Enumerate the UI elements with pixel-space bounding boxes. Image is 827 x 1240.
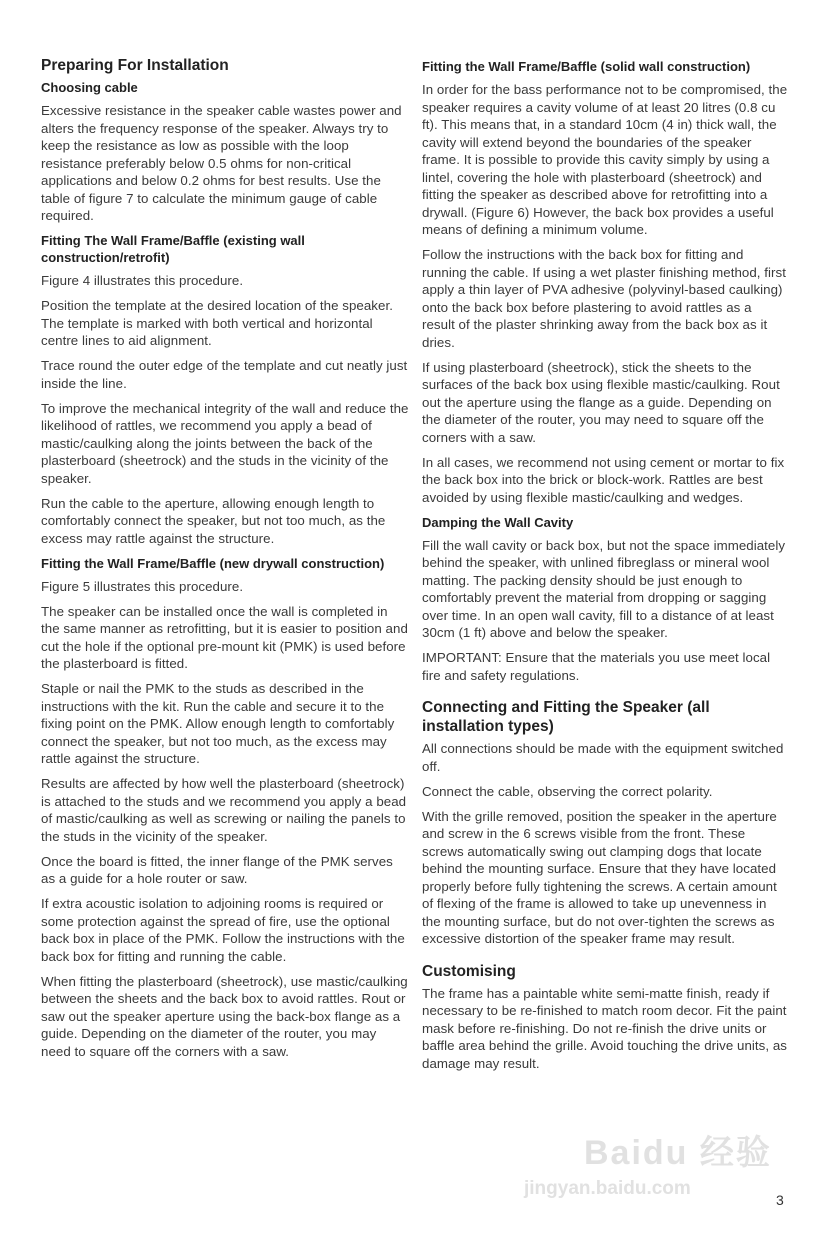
paragraph: Follow the instructions with the back box for fitting and running the cable. If using a wet plaster finishing method, first apply a thin layer of PVA adhesive (polyvinyl-based caulking) onto the back box before plastering to avoid rattles as a result of the plaster shrinking away from the back box as it dries. [422, 247, 786, 350]
paragraph: In all cases, we recommend not using cement or mortar to fix the back box into the brick or block-work. Rattles are best avoided by using flexible mastic/caulking and wedges. [422, 454, 785, 505]
paragraph: If extra acoustic isolation to adjoining rooms is required or some protection against the spread of fire, use the optional back box in place of the PMK. Follow the instructions with the back box for fitting and running the cable. [41, 896, 405, 964]
section-heading: Customising [422, 962, 516, 980]
paragraph: Figure 5 illustrates this procedure. [41, 578, 244, 594]
paragraph: Position the template at the desired location of the speaker. The template is marked with both vertical and horizontal centre lines to aid alignment. [41, 298, 393, 348]
paragraph: Staple or nail the PMK to the studs as described in the instructions with the kit. Run the cable and secure it to the fixing point on the PMK. Allow enough length to comfortably connect the speaker, but not too much, as the excess may rattle against the structure. [41, 681, 395, 766]
paragraph: Excessive resistance in the speaker cable wastes power and alters the frequency response of the speaker. Always try to keep the resistance as low as possible with the loop resistance preferably below 0.5 ohms for non-critical applications and below 0.2 ohms for best results. Use the table of figure 7 to calculate the minimum gauge of cable required. [41, 103, 402, 223]
paragraph: In order for the bass performance not to be compromised, the speaker requires a cavity volume of at least 20 litres (0.8 cu ft). This means that, in a standard 10cm (4 in) thick wall, the cavity will extend beyond the boundaries of the speaker frame. It is possible to provide this cavity simply by using a lintel, covering the hole with plasterboard (sheetrock) and fitting the speaker as described above for retrofitting into a drywall. (Figure 6) However, the back box provides a useful means of defining a minimum volume. [422, 82, 788, 237]
section-heading: Fitting the Wall Frame/Baffle (solid wall construction) [422, 59, 751, 74]
section-heading: Fitting The Wall Frame/Baffle (existing wall construction/retrofit) [41, 233, 305, 265]
paragraph: Fill the wall cavity or back box, but not the space immediately behind the speaker, with unlined fibreglass or mineral wool matting. The packing density should be just enough to comfortably prevent the material from dropping or sagging over time. In an open wall cavity, fill to a distance of at least 30cm (1 ft) above and below the speaker. [422, 537, 786, 640]
section-heading: Choosing cable [41, 80, 138, 95]
paragraph: IMPORTANT: Ensure that the materials you use meet local fire and safety regulations. [422, 650, 771, 683]
left-column [41, 56, 409, 1068]
paragraph: All connections should be made with the equipment switched off. [422, 741, 784, 774]
paragraph: The frame has a paintable white semi-matte finish, ready if necessary to be re-finished to match room decor. Fit the paint mask before re-finishing. Do not re-finish the drive units or baffle area behind the grille. Avoid touching the drive units, as damage may result. [422, 985, 787, 1071]
paragraph: When fitting the plasterboard (sheetrock), use mastic/caulking between the sheets and the back box to avoid rattles. Rout or saw out the speaker aperture using the back-box flange as a guide. Depending on the diameter of the router, you may need to square off the corners with a saw. [41, 973, 408, 1059]
paragraph: If using plasterboard (sheetrock), stick the sheets to the surfaces of the back box using flexible mastic/caulking. Rout out the aperture using the flange as a guide. Depending on the diameter of the router, you may need to square off the corners with a saw. [422, 359, 780, 445]
watermark-url: jingyan.baidu.com [524, 1178, 691, 1199]
paragraph: Results are affected by how well the plasterboard (sheetrock) is attached to the studs and we recommend you apply a bead of mastic/caulking as well as screwing or nailing the panels to the studs in the vicinity of the speaker. [41, 776, 407, 844]
right-column [422, 56, 788, 1080]
paragraph: Run the cable to the aperture, allowing enough length to comfortably connect the speaker, but not too much, as the excess may rattle against the structure. [41, 495, 386, 546]
paragraph: The speaker can be installed once the wall is completed in the same manner as retrofitting, but it is easier to position and cut the hole if the optional pre-mount kit (PMK) is used before the plasterboard is fitted. [41, 603, 408, 671]
paragraph: Once the board is fitted, the inner flange of the PMK serves as a guide for a hole router or saw. [41, 853, 393, 886]
section-heading: Connecting and Fitting the Speaker (all installation types) [422, 699, 710, 735]
watermark [524, 1125, 772, 1200]
paragraph: Trace round the outer edge of the template and cut neatly just inside the line. [41, 358, 408, 391]
paragraph: Figure 4 illustrates this procedure. [41, 273, 244, 288]
section-heading: Preparing For Installation [41, 57, 229, 74]
section-heading: Damping the Wall Cavity [422, 514, 574, 530]
section-heading: Fitting the Wall Frame/Baffle (new drywall construction) [41, 555, 385, 571]
paragraph: To improve the mechanical integrity of the wall and reduce the likelihood of rattles, we recommend you apply a bead of mastic/caulking along the joints between the back of the plasterboard (sheetrock) and the studs in the vicinity of the speaker. [41, 400, 409, 486]
watermark-logo: Baidu 经验 [584, 1134, 772, 1172]
paragraph: With the grille removed, position the speaker in the aperture and screw in the 6 screws visible from the front. These screws automatically swing out clamping dogs that locate behind the mounting surface. Ensure that they have located properly before fully tightening the screws. A certain amount of flexing of the frame is allowed to take up unevenness in the mounting surface, but do not over-tighten the screws as excessive distortion of the speaker frame may result. [422, 808, 777, 946]
page-number: 3 [776, 1192, 784, 1208]
paragraph: Connect the cable, observing the correct polarity. [422, 783, 713, 799]
